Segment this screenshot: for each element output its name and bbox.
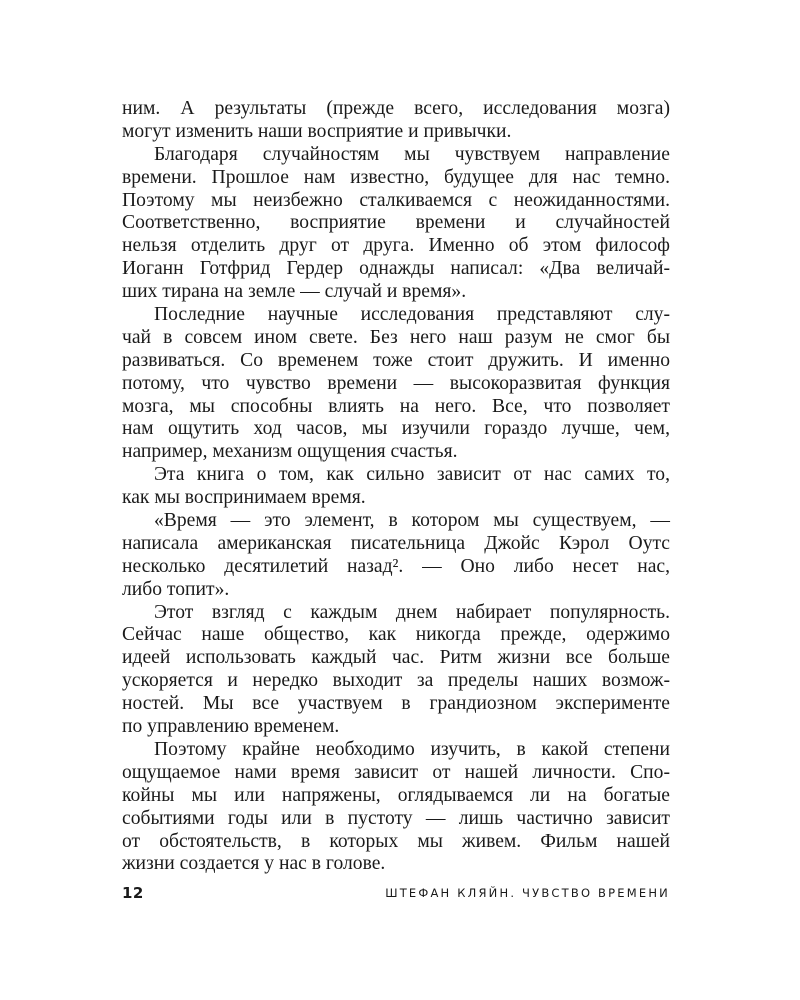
text-line: ностей. Мы все участвуем в грандиозном эксперименте <box>122 693 670 715</box>
text-line: событиями годы или в пустоту — лишь частично зависит <box>122 807 670 829</box>
text-line: по управлению временем. <box>122 716 340 738</box>
text-line: как мы воспринимаем время. <box>122 487 366 509</box>
text-line: Этот взгляд с каждым днем набирает популярность. <box>154 601 670 623</box>
text-line: ускоряется и нередко выходит за пределы наших возмож- <box>122 670 670 692</box>
text-line: либо топит». <box>122 578 230 600</box>
text-line: потому, что чувство времени — высокоразвитая функция <box>122 372 670 394</box>
text-line: койны мы или напряжены, оглядываемся ли на богатые <box>122 784 670 806</box>
text-line: нам ощутить ход часов, мы изучили гораздо лучше, чем, <box>122 418 670 440</box>
text-line: ощущаемое нами время зависит от нашей личности. Спо- <box>122 761 670 783</box>
page-number: 12 <box>122 884 144 902</box>
text-line: Эта книга о том, как сильно зависит от нас самих то, <box>154 464 670 486</box>
text-line: написала американская писательница Джойс Кэрол Оутс <box>122 532 670 554</box>
page-footer <box>122 884 670 906</box>
running-head: ШТЕФАН КЛЯЙН. ЧУВСТВО ВРЕМЕНИ <box>385 886 670 900</box>
body-text <box>122 98 670 876</box>
text-line: могут изменить наши восприятие и привычки. <box>122 120 512 142</box>
text-line: ших тирана на земле — случай и время». <box>122 281 467 303</box>
text-line: времени. Прошлое нам известно, будущее для нас темно. <box>122 166 670 188</box>
text-line: Последние научные исследования представляют слу- <box>154 304 670 326</box>
text-line: нельзя отделить друг от друга. Именно об этом философ <box>122 235 670 257</box>
text-line: мозга, мы способны влиять на него. Все, что позволяет <box>122 395 670 417</box>
text-line: несколько десятилетий назад². — Оно либо несет нас, <box>122 555 670 577</box>
text-line: Соответственно, восприятие времени и случайностей <box>122 212 670 234</box>
text-line: например, механизм ощущения счастья. <box>122 441 458 463</box>
text-line: развиваться. Со временем тоже стоит дружить. И именно <box>122 349 670 371</box>
text-line: Поэтому мы неизбежно сталкиваемся с неожиданностями. <box>122 189 670 211</box>
text-line: Сейчас наше общество, как никогда прежде, одержимо <box>122 624 670 646</box>
text-line: ним. А результаты (прежде всего, исследования мозга) <box>122 98 670 119</box>
text-line: «Время — это элемент, в котором мы существуем, — <box>154 510 670 532</box>
text-line: идеей использовать каждый час. Ритм жизни все больше <box>122 647 670 669</box>
text-line: Благодаря случайностям мы чувствуем направление <box>154 143 670 165</box>
text-line: Иоганн Готфрид Гердер однажды написал: «Два величай- <box>122 258 670 280</box>
text-line: чай в совсем ином свете. Без него наш разум не смог бы <box>122 326 670 348</box>
text-line: Поэтому крайне необходимо изучить, в какой степени <box>154 738 670 760</box>
text-line: от обстоятельств, в которых мы живем. Фильм нашей <box>122 830 670 852</box>
text-line: жизни создается у нас в голове. <box>122 853 386 875</box>
